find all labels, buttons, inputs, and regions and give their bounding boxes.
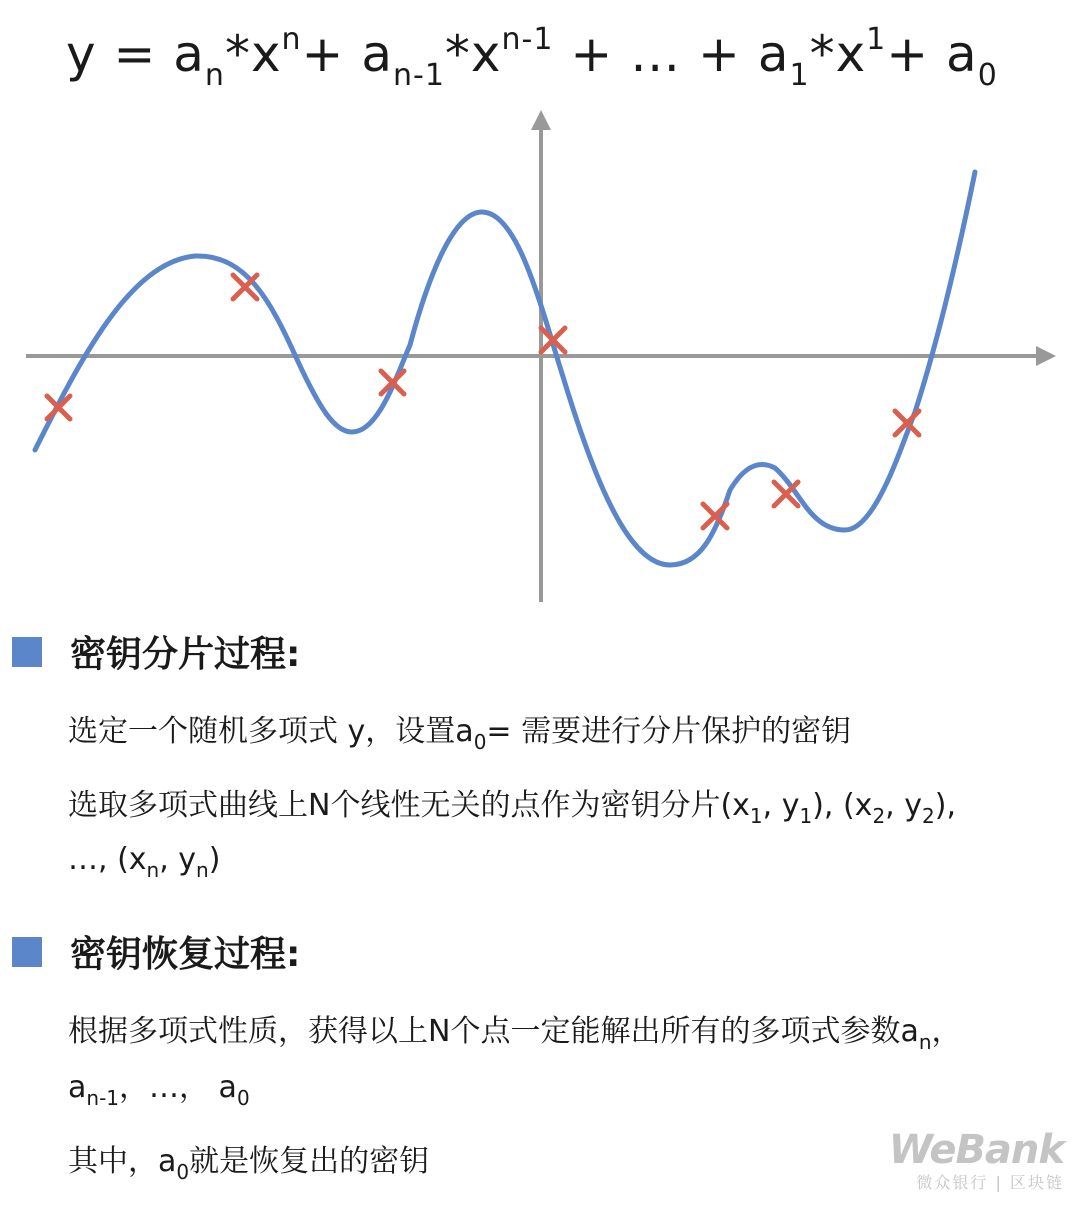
polynomial-curve <box>35 172 975 565</box>
section-title-text: 密钥恢复过程: <box>70 934 301 975</box>
polynomial-curve-diagram <box>0 100 1080 610</box>
recovery-step-1: 根据多项式性质，获得以上N个点一定能解出所有的多项式参数$a_n$， <box>68 1014 962 1054</box>
sharing-step-2: 选取多项式曲线上N个线性无关的点作为密钥分片($x_1$, $y_1$), ($x_2$, $y_2$), <box>68 788 956 828</box>
webank-logo <box>889 1128 1064 1194</box>
section-title-key-sharing <box>12 626 300 677</box>
axes <box>26 110 1056 602</box>
share-point-marker <box>233 275 257 299</box>
polynomial-formula: $y = a_n*x^n+ a_{n-1}*x^{n-1}$ + … + $a_1*x^1+ a_0$ <box>66 22 998 93</box>
logo-subtitle: 微众银行 | 区块链 <box>916 1173 1064 1192</box>
x-axis-arrow <box>1036 346 1056 366</box>
recovery-step-2: 其中，$a_0$就是恢复出的密钥 <box>68 1144 430 1184</box>
bullet-square-icon <box>12 637 42 667</box>
sharing-step-2-cont: …, ($x_n$, $y_n$) <box>68 842 221 882</box>
bullet-square-icon <box>12 937 42 967</box>
logo-brand: WeBank <box>888 1127 1064 1173</box>
sharing-step-1: 选定一个随机多项式 y，设置$a_0=$ 需要进行分片保护的密钥 <box>68 714 852 754</box>
recovery-step-1-cont: $a_{n-1}$，…， $a_0$ <box>68 1070 250 1110</box>
y-axis-arrow <box>531 110 551 130</box>
section-title-key-recovery <box>12 926 300 977</box>
section-title-text: 密钥分片过程: <box>70 634 301 675</box>
